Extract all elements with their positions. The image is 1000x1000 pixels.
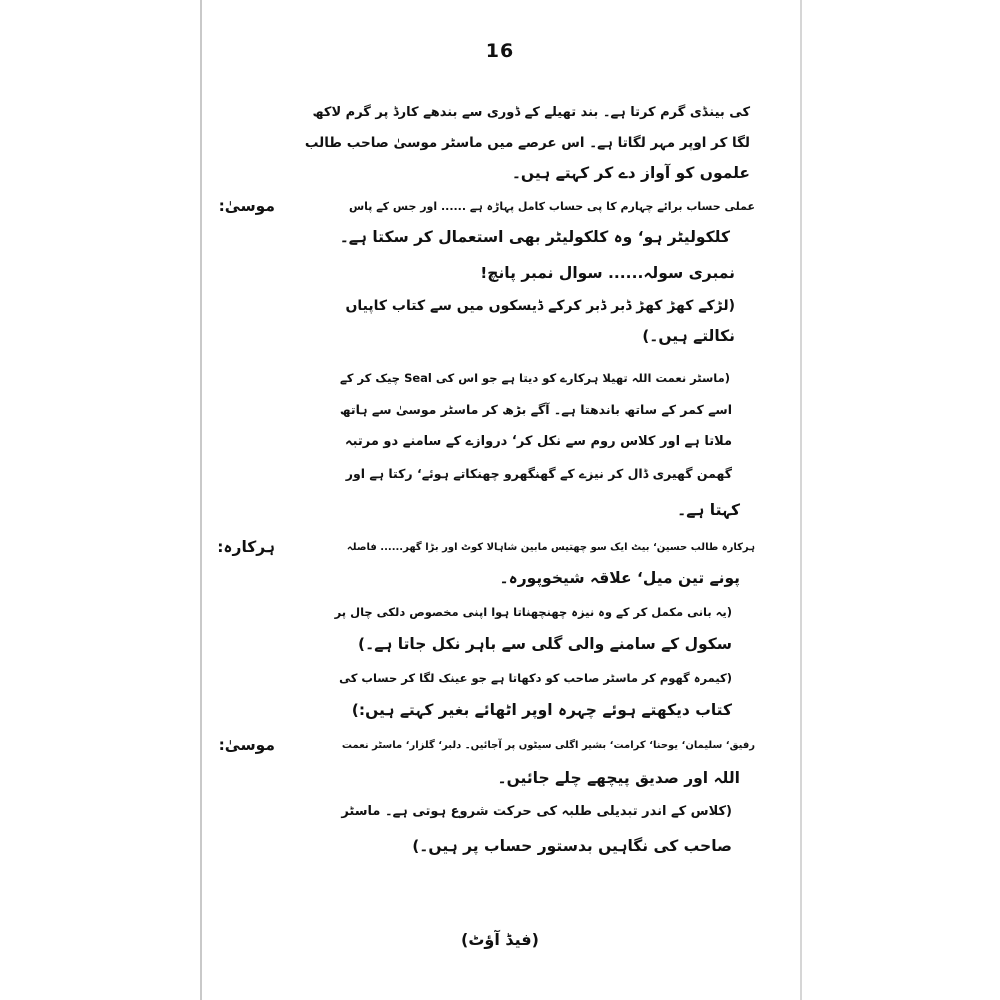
page-right-edge xyxy=(800,0,802,1000)
text-line: علموں کو آواز دے کر کہتے ہیں۔ xyxy=(511,164,750,182)
stage-direction-line: ملاتا ہے اور کلاس روم سے نکل کر‘ دروازے کے سامنے دو مرتبہ xyxy=(344,434,732,449)
dialogue-line: رفیق‘ سلیمان‘ یوحنا‘ کرامت‘ بشیر اگلی سیٹوں پر آجائیں۔ دلبر‘ گلزار‘ ماسٹر نعمت xyxy=(341,740,755,751)
stage-direction-line: (لڑکے کھڑ کھڑ ڈبر ڈبر کرکے ڈیسکوں میں سے کتاب کاپیاں xyxy=(345,298,735,314)
stage-direction-line: اسے کمر کے ساتھ باندھتا ہے۔ آگے بڑھ کر ماسٹر موسیٰ سے ہاتھ xyxy=(339,402,732,417)
stage-direction-line: کہتا ہے۔ xyxy=(677,501,740,519)
stage-direction-line: صاحب کی نگاہیں بدستور حساب پر ہیں۔) xyxy=(412,837,732,855)
stage-direction-line: (کلاس کے اندر تبدیلی طلبہ کی حرکت شروع ہوتی ہے۔ ماسٹر xyxy=(341,804,732,819)
page-number: 16 xyxy=(485,40,515,62)
text-line: لگا کر اوپر مہر لگاتا ہے۔ اس عرصے میں ماسٹر موسیٰ صاحب طالب xyxy=(304,135,750,151)
speaker-label-musa: موسیٰ: xyxy=(218,736,275,754)
dialogue-line: پونے تین میل‘ علاقہ شیخوپورہ۔ xyxy=(499,569,740,587)
speaker-label-musa: موسیٰ: xyxy=(218,197,275,215)
stage-direction-line: نکالتے ہیں۔) xyxy=(642,327,735,345)
dialogue-line: اللہ اور صدیق پیچھے چلے جائیں۔ xyxy=(497,769,740,787)
dialogue-line: نمبری سولہ...... سوال نمبر پانچ! xyxy=(480,264,735,282)
stage-direction-line: گھمن گھیری ڈال کر نیزے کے گھنگھرو چھنکاتے ہوئے‘ رکتا ہے اور xyxy=(345,466,732,481)
stage-direction-line: سکول کے سامنے والی گلی سے باہر نکل جاتا ہے۔) xyxy=(358,635,732,653)
dialogue-line: ہرکارہ طالب حسین‘ بیٹ ایک سو چھتیس مابین شاہالا کوٹ اور بڑا گھر...... فاصلہ xyxy=(346,542,755,553)
stage-direction-line: (کیمرہ گھوم کر ماسٹر صاحب کو دکھاتا ہے جو عینک لگا کر حساب کی xyxy=(339,671,732,685)
dialogue-line: عملی حساب برائے چہارم کا پی حساب کامل پہاڑہ ہے ...... اور جس کے پاس xyxy=(348,200,755,213)
fade-out-direction: (فیڈ آؤٹ) xyxy=(461,930,539,949)
stage-direction-line: (یہ بانی مکمل کر کے وہ نیزہ چھنچھناتا ہوا اپنی مخصوص دلکی چال پر xyxy=(334,605,732,619)
dialogue-line: کلکولیٹر ہو‘ وہ کلکولیٹر بھی استعمال کر سکتا ہے۔ xyxy=(339,228,730,246)
speaker-label-harkara: ہرکارہ: xyxy=(217,538,275,556)
stage-direction-line: (ماسٹر نعمت اللہ تھیلا ہرکارے کو دیتا ہے جو اس کی Seal چیک کر کے xyxy=(340,371,730,385)
page-left-edge xyxy=(200,0,202,1000)
stage-direction-line: کتاب دیکھتے ہوئے چہرہ اوپر اٹھائے بغیر کہتے ہیں:) xyxy=(351,701,732,719)
text-line: کی بینڈی گرم کرتا ہے۔ بند تھیلے کے ڈوری سے بندھے کارڈ پر گرم لاکھ xyxy=(312,105,750,120)
